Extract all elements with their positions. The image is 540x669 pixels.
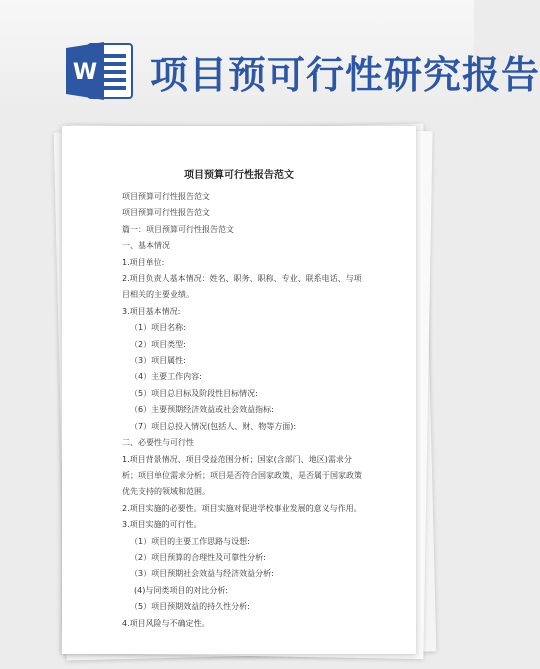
doc-line: 项目预算可行性报告范文: [122, 208, 210, 218]
svg-text:W: W: [72, 60, 98, 85]
doc-line: 1.项目单位:: [122, 257, 165, 267]
doc-line: （6）主要预期经济效益或社会效益指标:: [130, 405, 274, 415]
banner: [0, 0, 540, 120]
doc-line: （2）项目预算的合理性及可靠性分析:: [130, 552, 266, 562]
banner-title: 项目预可行性研究报告: [150, 53, 540, 97]
doc-line: （3）项目预期社会效益与经济效益分析:: [130, 569, 274, 579]
doc-line: （1）项目名称:: [130, 323, 186, 333]
doc-line: （3）项目属性:: [130, 356, 186, 366]
doc-line: 1.项目背景情况、项目受益范围分析；国家(含部门、地区)需求分析；项目单位需求分析；项目是否符合国家政策，是否属于国家政策优先支持的领域和范围。: [122, 454, 362, 497]
doc-line: （2）项目类型:: [130, 339, 186, 349]
doc-line: （5）项目总目标及阶段性目标情况:: [130, 388, 258, 398]
document-title: 项目预算可行性报告范文: [184, 170, 294, 181]
doc-line: 3.项目基本情况:: [122, 306, 181, 316]
doc-line: 二、必要性与可行性: [122, 438, 194, 448]
doc-line: 4.项目风险与不确定性。: [122, 618, 210, 628]
doc-line: 3.项目实施的可行性。: [122, 520, 202, 530]
document-page: [62, 126, 416, 654]
doc-line: （5）项目预期效益的持久性分析:: [130, 602, 250, 612]
doc-line: (4)与同类项目的对比分析:: [134, 585, 229, 595]
doc-line: （7）项目总投入情况(包括人、财、物等方面):: [130, 421, 297, 431]
word-icon: [64, 40, 134, 102]
doc-line: 一、基本情况: [122, 241, 170, 251]
document-body: [122, 189, 366, 632]
doc-line: （4）主要工作内容:: [130, 372, 202, 382]
doc-line: 2.项目负责人基本情况：姓名、职务、职称、专业、联系电话、与项目相关的主要业绩。: [122, 274, 362, 300]
doc-line: （1）项目的主要工作思路与设想:: [130, 536, 250, 546]
doc-line: 篇一：项目预算可行性报告范文: [122, 224, 234, 234]
doc-line: 项目预算可行性报告范文: [122, 192, 210, 201]
doc-line: 2.项目实施的必要性。项目实施对促进学校事业发展的意义与作用。: [122, 503, 362, 513]
